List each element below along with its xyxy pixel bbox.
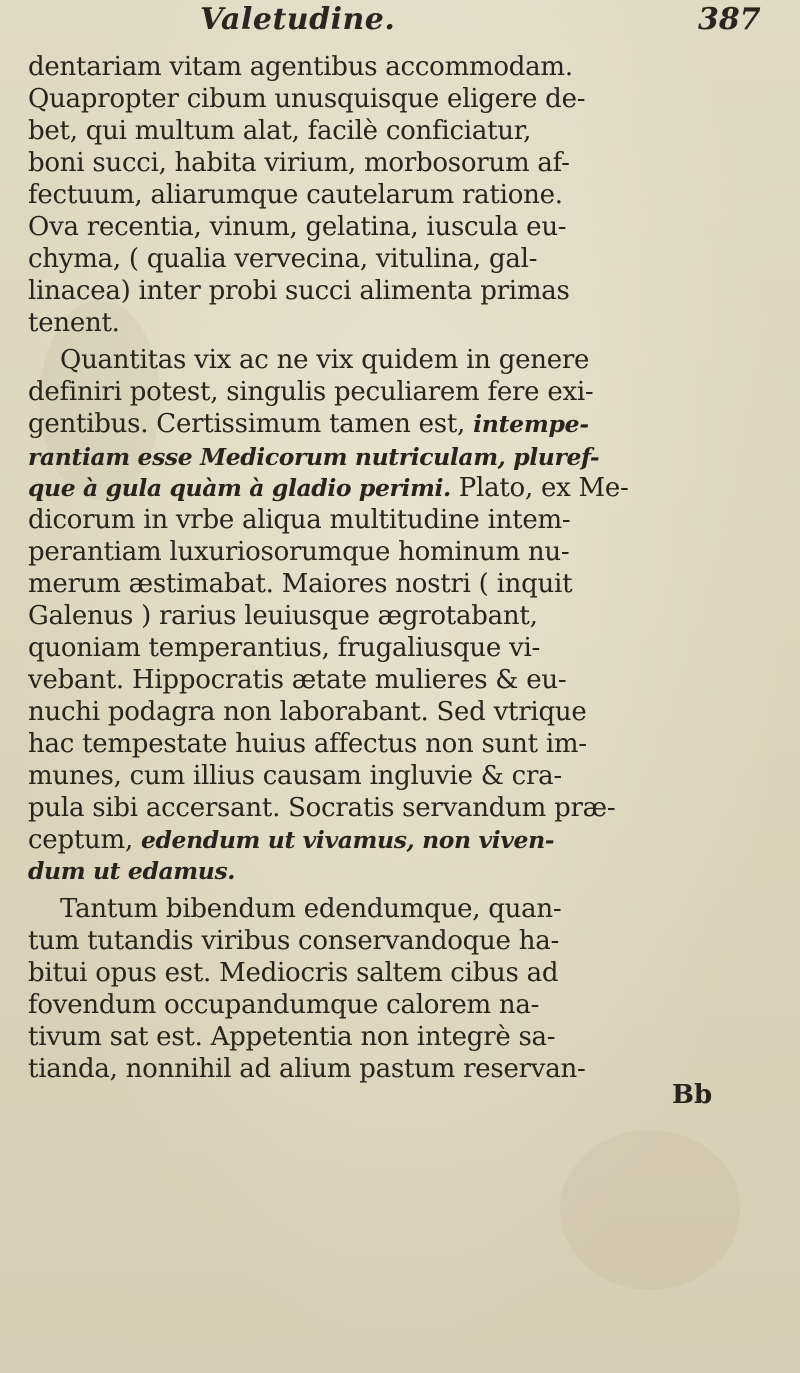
italic-line: rantiam esse Medicorum nutriculam, pluref- xyxy=(28,443,600,471)
italic-span: edendum ut vivamus, non viven- xyxy=(140,826,555,854)
roman-span: gentibus. Certissimum tamen est, xyxy=(28,409,474,439)
text-line: vebant. Hippocratis ætate mulieres & eu- xyxy=(28,665,567,695)
text-line xyxy=(28,473,629,503)
text-line xyxy=(28,409,589,439)
text-line: dicorum in vrbe aliqua multitudine intem- xyxy=(28,505,571,535)
paragraph-start: Tantum bibendum edendumque, quan- xyxy=(60,894,562,924)
text-line: pula sibi accersant. Socratis servandum præ- xyxy=(28,793,616,823)
text-line: chyma, ( qualia vervecina, vitulina, gal- xyxy=(28,244,538,274)
text-line: Galenus ) rarius leuiusque ægrotabant, xyxy=(28,601,538,631)
text-line: quoniam temperantius, frugaliusque vi- xyxy=(28,633,541,663)
roman-span: ceptum, xyxy=(28,825,141,855)
text-line: fectuum, aliarumque cautelarum ratione. xyxy=(28,180,563,210)
text-line: nuchi podagra non laborabant. Sed vtrique xyxy=(28,697,587,727)
page-number: 387 xyxy=(698,2,761,37)
page-header xyxy=(0,2,800,50)
text-line: definiri potest, singulis peculiarem fere exi- xyxy=(28,377,594,407)
text-line: tianda, nonnihil ad alium pastum reservan- xyxy=(28,1054,586,1084)
paper-stain xyxy=(560,1130,740,1290)
text-line: merum æstimabat. Maiores nostri ( inquit xyxy=(28,569,573,599)
roman-span: Plato, ex Me- xyxy=(450,473,629,503)
text-line: tum tutandis viribus conservandoque ha- xyxy=(28,926,559,956)
paragraph-start: Quantitas vix ac ne vix quidem in genere xyxy=(60,345,590,375)
running-head: Valetudine. xyxy=(200,2,396,37)
text-line: fovendum occupandumque calorem na- xyxy=(28,990,540,1020)
text-line xyxy=(28,825,554,855)
text-line: Quapropter cibum unusquisque eligere de- xyxy=(28,84,586,114)
text-line: perantiam luxuriosorumque hominum nu- xyxy=(28,537,570,567)
text-line: Ova recentia, vinum, gelatina, iuscula eu- xyxy=(28,212,567,242)
text-line: boni succi, habita virium, morbosorum af- xyxy=(28,148,570,178)
text-line: hac tempestate huius affectus non sunt im- xyxy=(28,729,587,759)
text-line: linacea) inter probi succi alimenta primas xyxy=(28,276,570,306)
text-line: dentariam vitam agentibus accommodam. xyxy=(28,52,573,82)
signature-mark: Bb xyxy=(672,1080,713,1110)
text-line: tenent. xyxy=(28,308,120,338)
text-line: bitui opus est. Mediocris saltem cibus ad xyxy=(28,958,559,988)
italic-line: dum ut edamus. xyxy=(28,857,236,885)
text-line: munes, cum illius causam ingluvie & cra- xyxy=(28,761,562,791)
italic-span: que à gula quàm à gladio perimi. xyxy=(28,474,451,502)
text-line: tivum sat est. Appetentia non integrè sa- xyxy=(28,1022,556,1052)
italic-span: intempe- xyxy=(473,410,589,438)
text-line: bet, qui multum alat, facilè conficiatur, xyxy=(28,116,532,146)
